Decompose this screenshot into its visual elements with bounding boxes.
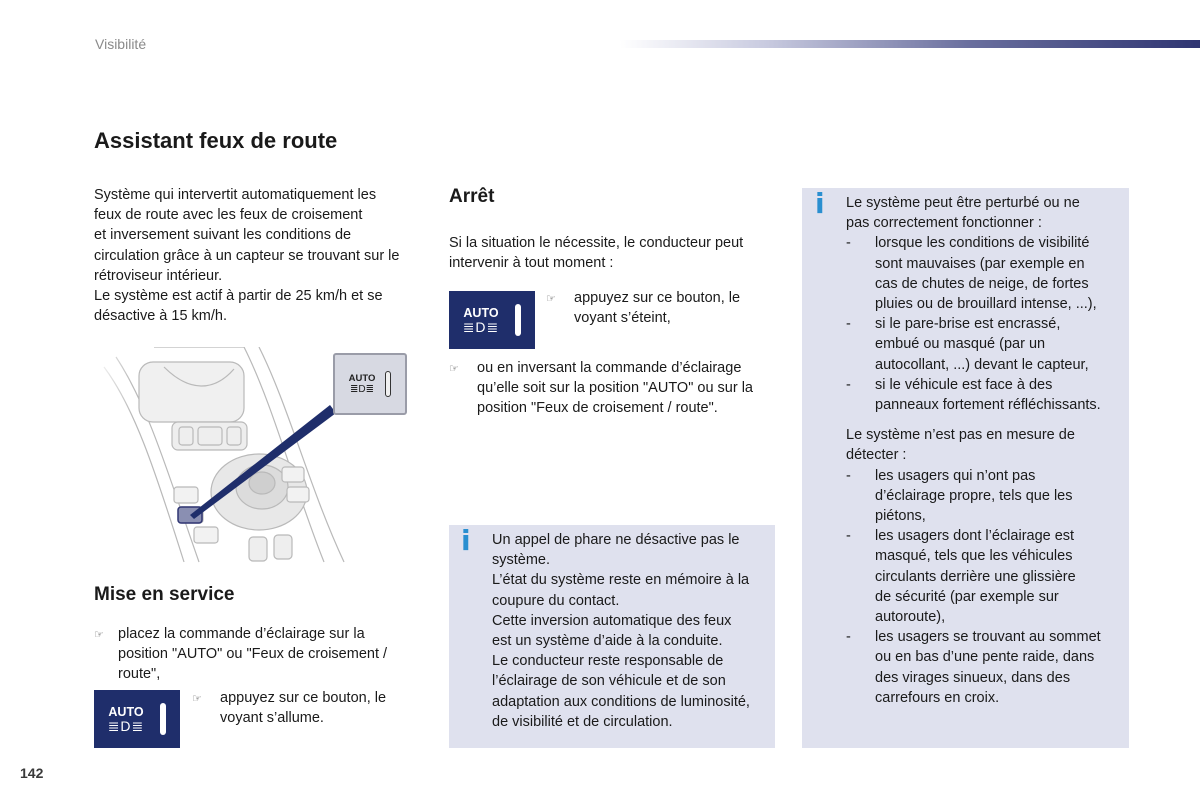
list-line: autocollant, ...) devant le capteur, (875, 356, 1089, 373)
list-line: cas de chutes de neige, de fortes (875, 275, 1089, 292)
info-line: de visibilité et de circulation. (492, 713, 673, 730)
dash-marker: - (846, 316, 851, 333)
pointing-hand-icon: ☞ (449, 363, 459, 375)
pointing-hand-icon: ☞ (192, 693, 202, 705)
info-line: Cette inversion automatique des feux (492, 612, 732, 629)
info-box-right (802, 188, 1129, 748)
info-line: détecter : (846, 447, 907, 464)
list-line: piétons, (875, 508, 926, 525)
auto-button-on[interactable] (94, 690, 180, 748)
info-line: est un système d’aide à la conduite. (492, 633, 723, 650)
mise-step-1 (94, 624, 424, 685)
info-line: coupure du contact. (492, 592, 620, 609)
info-icon: i (461, 524, 471, 557)
list-line: embué ou masqué (par un (875, 336, 1046, 353)
auto-label: AUTO (463, 305, 499, 320)
heading-mise-en-service: Mise en service (94, 584, 235, 605)
intro-paragraph (94, 185, 434, 326)
section-label: Visibilité (95, 36, 147, 52)
step-line: voyant s’éteint, (574, 310, 671, 327)
pointing-hand-icon: ☞ (546, 293, 556, 305)
list-line: panneaux fortement réfléchissants. (875, 397, 1101, 414)
arret-step-1 (546, 288, 776, 328)
list-line: d’éclairage propre, tels que les (875, 487, 1073, 504)
callout-led-icon (385, 371, 391, 397)
led-indicator-icon (515, 304, 521, 336)
header-gradient-bar (620, 40, 1200, 48)
step-line: voyant s’allume. (220, 710, 324, 727)
list-line: sont mauvaises (par exemple en (875, 255, 1085, 272)
list-line: lorsque les conditions de visibilité (875, 235, 1090, 252)
list-line: des virages sinueux, dans des (875, 669, 1071, 686)
step-line: ou en inversant la commande d’éclairage (477, 360, 742, 376)
step-line: placez la commande d’éclairage sur la (118, 626, 365, 642)
step-line: appuyez sur ce bouton, le (220, 690, 387, 706)
auto-button-off[interactable] (449, 291, 535, 349)
led-indicator-icon (160, 703, 166, 735)
list-item (846, 526, 1128, 627)
info-line: Le système peut être perturbé ou ne (846, 195, 1080, 211)
list-line: les usagers se trouvant au sommet (875, 629, 1101, 646)
intro-line: Système qui intervertit automatiquement les (94, 187, 377, 203)
step-line: qu’elle soit sur la position "AUTO" ou sur la (477, 380, 753, 397)
auto-label: AUTO (108, 704, 144, 719)
page-title: Assistant feux de route (94, 128, 338, 153)
intro-line: feux de route avec les feux de croisement (94, 207, 363, 224)
list-item (846, 466, 1128, 527)
list-item (846, 233, 1128, 314)
callout-headlamp-icon: ≣D≣ (350, 383, 374, 395)
undetected-list (846, 466, 1128, 708)
list-item (846, 314, 1128, 375)
list-line: autoroute), (875, 609, 946, 626)
list-item (846, 375, 1128, 415)
step-line: route", (118, 666, 161, 683)
info-line: Un appel de phare ne désactive pas le (492, 532, 740, 548)
step-line: position "AUTO" ou "Feux de croisement / (118, 646, 388, 663)
info-line: système. (492, 552, 551, 569)
list-line: les usagers qui n’ont pas (875, 467, 1036, 484)
dash-marker: - (846, 467, 851, 484)
arret-intro-line: intervenir à tout moment : (449, 255, 614, 272)
callout-auto-label: AUTO (348, 372, 376, 384)
info-line: Le conducteur reste responsable de (492, 653, 724, 670)
info-right-text (846, 193, 1128, 708)
info-line: adaptation aux conditions de luminosité, (492, 693, 750, 710)
info-line: L’état du système reste en mémoire à la (492, 572, 750, 589)
step-line: position "Feux de croisement / route". (477, 400, 718, 417)
info-line: l’éclairage de son véhicule et de son (492, 673, 726, 690)
arret-intro-line: Si la situation le nécessite, le conducteur peut (449, 235, 744, 251)
list-line: pluies ou de brouillard intense, ...), (875, 296, 1097, 313)
list-line: circulants derrière une glissière (875, 568, 1076, 585)
list-line: si le pare-brise est encrassé, (875, 316, 1061, 333)
dash-marker: - (846, 235, 851, 252)
list-line: masqué, tels que les véhicules (875, 548, 1073, 565)
dash-marker: - (846, 629, 851, 646)
callout-auto-button (333, 353, 407, 415)
step-line: appuyez sur ce bouton, le (574, 290, 741, 306)
info-line: pas correctement fonctionner : (846, 215, 1042, 232)
conditions-list (846, 233, 1128, 415)
dash-marker: - (846, 528, 851, 545)
info-box-center (449, 525, 775, 748)
heading-arret: Arrêt (449, 186, 495, 207)
headlamp-auto-icon: ≣D≣ (462, 318, 500, 335)
list-line: ou en bas d’une pente raide, dans (875, 649, 1095, 666)
page-number: 142 (20, 765, 44, 781)
pointing-hand-icon: ☞ (94, 629, 104, 641)
info-line: Le système n’est pas en mesure de (846, 427, 1075, 444)
arret-intro (449, 233, 779, 273)
arret-step-2 (449, 358, 784, 419)
info-center-text (492, 530, 772, 732)
list-line: carrefours en croix. (875, 689, 1000, 706)
list-item (846, 627, 1128, 708)
list-line: de sécurité (par exemple sur (875, 588, 1059, 605)
intro-line: Le système est actif à partir de 25 km/h et se (94, 288, 383, 305)
info-icon: i (815, 187, 825, 220)
intro-line: rétroviseur intérieur. (94, 267, 223, 284)
list-line: si le véhicule est face à des (875, 376, 1053, 393)
mise-step-2 (192, 688, 422, 728)
headlamp-auto-icon: ≣D≣ (107, 717, 145, 734)
intro-line: circulation grâce à un capteur se trouvant sur le (94, 247, 400, 264)
intro-line: désactive à 15 km/h. (94, 308, 227, 325)
intro-line: et inversement suivant les conditions de (94, 227, 352, 244)
dash-marker: - (846, 376, 851, 393)
list-line: les usagers dont l’éclairage est (875, 528, 1075, 545)
